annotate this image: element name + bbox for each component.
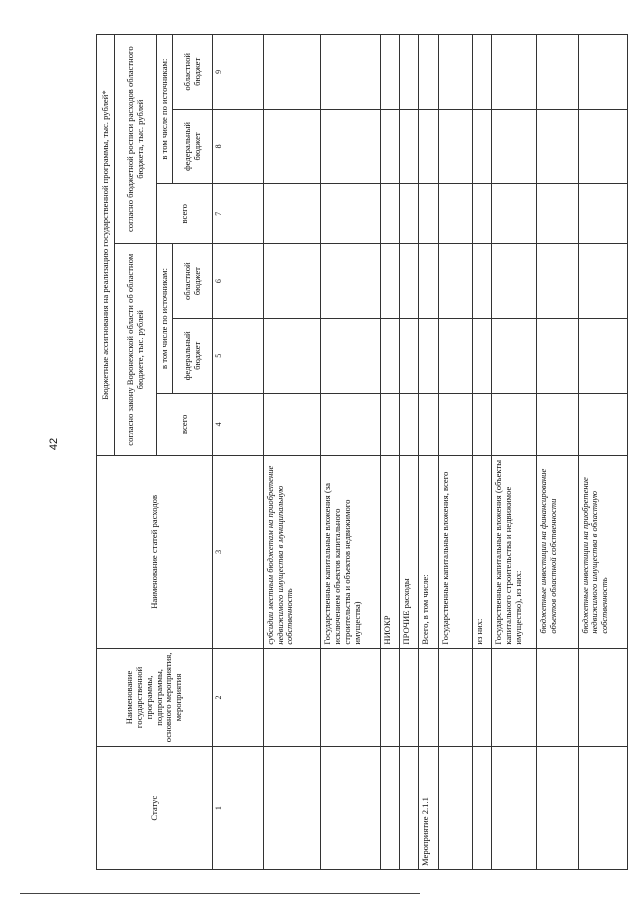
value-cell [536,35,578,110]
value-cell [380,318,399,393]
value-cell [491,244,536,319]
status-cell [380,747,399,870]
column-number: 4 [213,393,264,456]
status-cell [438,747,472,870]
value-cell [438,318,472,393]
value-cell [491,184,536,244]
table-row [472,35,491,870]
column-number: 8 [213,109,264,184]
column-number: 9 [213,35,264,110]
value-cell [320,393,380,456]
header-incl-rospis: в том числе по источникам: [157,35,173,184]
value-cell [263,393,320,456]
value-cell [419,318,438,393]
value-cell [419,109,438,184]
value-cell [419,184,438,244]
value-cell [438,184,472,244]
value-cell [472,244,491,319]
item-cell: Всего, в том числе: [419,456,438,649]
item-cell: бюджетные инвестиции на финансирование объектов областной собственности [536,456,578,649]
item-cell: ПРОЧИЕ расходы [400,456,419,649]
value-cell [536,184,578,244]
status-cell [400,747,419,870]
value-cell [400,393,419,456]
value-cell [419,648,438,747]
value-cell [419,35,438,110]
item-cell: Государственные капитальные вложения, всего [438,456,472,649]
footnote-divider [20,893,420,894]
table-row [380,35,399,870]
table-row [578,35,627,870]
status-cell [263,747,320,870]
column-number: 3 [213,456,264,649]
item-cell: субсидии местным бюджетам на приобретение недвижимого имущества в муниципальную собственность [263,456,320,649]
value-cell [491,318,536,393]
table-row [263,35,320,870]
header-law: согласно закону Воронежской области об областном бюджете, тыс. рублей [115,244,157,456]
value-cell [578,648,627,747]
value-cell [380,35,399,110]
item-cell: НИОКР [380,456,399,649]
value-cell [320,35,380,110]
value-cell [438,244,472,319]
value-cell [380,184,399,244]
header-federal-law: федеральный бюджет [173,318,213,393]
column-number: 2 [213,648,264,747]
status-cell [472,747,491,870]
value-cell [438,393,472,456]
column-number: 7 [213,184,264,244]
column-numbers-row [213,35,264,870]
value-cell [263,109,320,184]
header-program: Наименование государственной программы, подпрограммы, основного мероприятия, мероприятия [97,648,213,747]
value-cell [400,318,419,393]
value-cell [380,109,399,184]
value-cell [263,244,320,319]
status-cell [320,747,380,870]
header-total-law: всего [157,393,213,456]
table-row [320,35,380,870]
value-cell [578,35,627,110]
header-federal-rospis: федеральный бюджет [173,109,213,184]
value-cell [536,393,578,456]
status-cell [491,747,536,870]
value-cell [438,648,472,747]
value-cell [400,648,419,747]
header-item: Наименование статей расходов [97,456,213,649]
table-row [400,35,419,870]
table-row [536,35,578,870]
value-cell [400,35,419,110]
table-row [419,35,438,870]
value-cell [578,393,627,456]
value-cell [472,184,491,244]
budget-table [96,34,628,870]
value-cell [472,393,491,456]
header-regional-law: областной бюджет [173,244,213,319]
column-number: 5 [213,318,264,393]
item-cell: из них: [472,456,491,649]
header-budget: Бюджетные ассигнования на реализацию государственной программы, тыс. рублей* [97,35,115,456]
value-cell [491,109,536,184]
status-cell [536,747,578,870]
value-cell [320,318,380,393]
header-regional-rospis: областной бюджет [173,35,213,110]
column-number: 6 [213,244,264,319]
value-cell [320,184,380,244]
status-cell: Мероприятие 2.1.1 [419,747,438,870]
value-cell [491,648,536,747]
value-cell [320,648,380,747]
header-incl-law: в том числе по источникам: [157,244,173,393]
value-cell [419,393,438,456]
value-cell [263,35,320,110]
value-cell [536,318,578,393]
value-cell [380,393,399,456]
value-cell [263,648,320,747]
value-cell [400,109,419,184]
value-cell [491,35,536,110]
value-cell [472,35,491,110]
value-cell [472,109,491,184]
page-number: 42 [48,437,61,451]
item-cell: бюджетные инвестиции на приобретение недвижимого имущества в областную собственность [578,456,627,649]
value-cell [578,109,627,184]
column-number: 1 [213,747,264,870]
value-cell [419,244,438,319]
value-cell [438,109,472,184]
value-cell [320,109,380,184]
header-status: Статус [97,747,213,870]
value-cell [536,109,578,184]
value-cell [578,318,627,393]
value-cell [320,244,380,319]
value-cell [536,244,578,319]
status-cell [578,747,627,870]
value-cell [400,244,419,319]
header-total-rospis: всего [157,184,213,244]
value-cell [263,318,320,393]
table-row [438,35,472,870]
value-cell [380,244,399,319]
header-rospis: согласно бюджетной росписи расходов областного бюджета, тыс. рублей [115,35,157,244]
rotated-table-wrapper [96,34,628,870]
item-cell: Государственные капитальные вложения (объекты капитального строительства и недвижимое имущество), из них: [491,456,536,649]
value-cell [438,35,472,110]
value-cell [491,393,536,456]
value-cell [578,244,627,319]
value-cell [380,648,399,747]
value-cell [578,184,627,244]
value-cell [472,318,491,393]
value-cell [536,648,578,747]
table-row [491,35,536,870]
value-cell [472,648,491,747]
item-cell: Государственные капитальные вложения (за исключением объектов капитального строительства и объектов недвижимого имущества) [320,456,380,649]
value-cell [400,184,419,244]
value-cell [263,184,320,244]
